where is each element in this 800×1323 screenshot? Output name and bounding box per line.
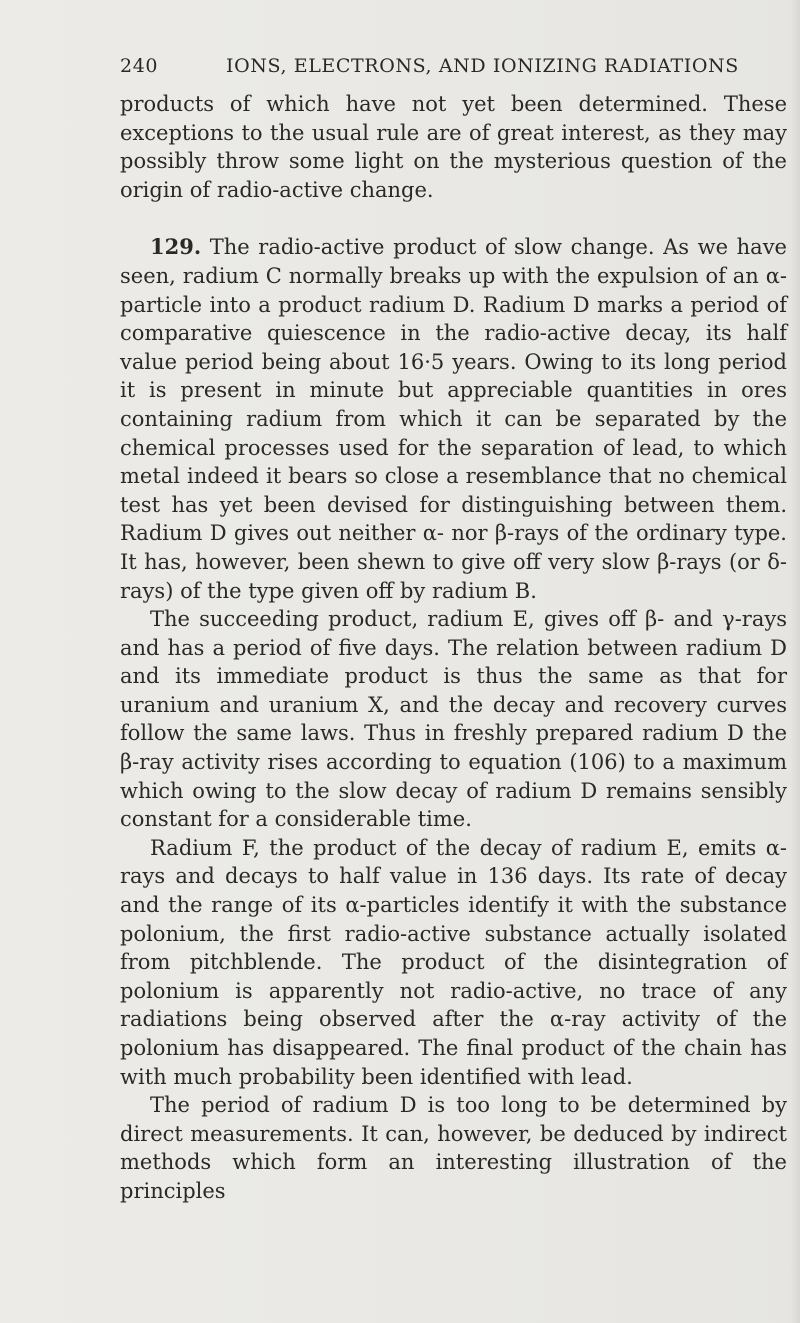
page-number: 240 xyxy=(120,55,159,77)
running-title: IONS, ELECTRONS, AND IONIZING RADIATIONS xyxy=(226,55,739,77)
page-edge-shadow xyxy=(790,0,800,1323)
paragraph-radium-d-period: The period of radium D is too long to be determined by direct measurements. It can, however, be deduced by indirect methods which form an interesting illustration of the principles xyxy=(120,1093,787,1203)
section-129-body: As we have seen, radium C normally breaks up with the expulsion of an α-particle into a product radium D. Radium D marks a period of comparative quiescence in the radio-active decay, its half value period being about 16·5 years. Owing to its long period it is present in minute but appreciable quantities in ores containing radium from which it can be separated by the chemical processes used for the separation of lead, to which metal indeed it bears so close a resemblance that no chemical test has yet been devised for distinguishing between them. Radium D gives out neither α- nor β-rays of the ordinary type. It has, however, been shewn to give off very slow β-rays (or δ-rays) of the type given off by radium B. xyxy=(120,235,787,603)
paragraph-continuation: products of which have not yet been determined. These exceptions to the usual rule are of great interest, as they may possibly throw some light on the mysterious question of the origin of radio-active change. xyxy=(120,92,787,202)
body-text xyxy=(120,90,787,1206)
section-number: 129. xyxy=(150,234,202,260)
paragraph-radium-f: Radium F, the product of the decay of radium E, emits α-rays and decays to half value in 136 days. Its rate of decay and the range of its α-particles identify it with the substance polonium, the first radio-active substance actually isolated from pitchblende. The product of the disintegration of polonium is apparently not radio-active, no trace of any radiations being observed after the α-ray activity of the polonium has disappeared. The final product of the chain has with much probability been identified with lead. xyxy=(120,835,787,1089)
section-129-paragraph xyxy=(120,233,787,605)
paragraph-radium-e: The succeeding product, radium E, gives off β- and γ-rays and has a period of five days. The relation between radium D and its immediate product is thus the same as that for uranium and uranium X, and the decay and recovery curves follow the same laws. Thus in freshly prepared radium D the β-ray activity rises according to equation (106) to a maximum which owing to the slow decay of radium D remains sensibly constant for a considerable time. xyxy=(120,607,787,832)
running-header xyxy=(120,55,780,83)
section-title: The radio-active product of slow change. xyxy=(209,235,655,260)
